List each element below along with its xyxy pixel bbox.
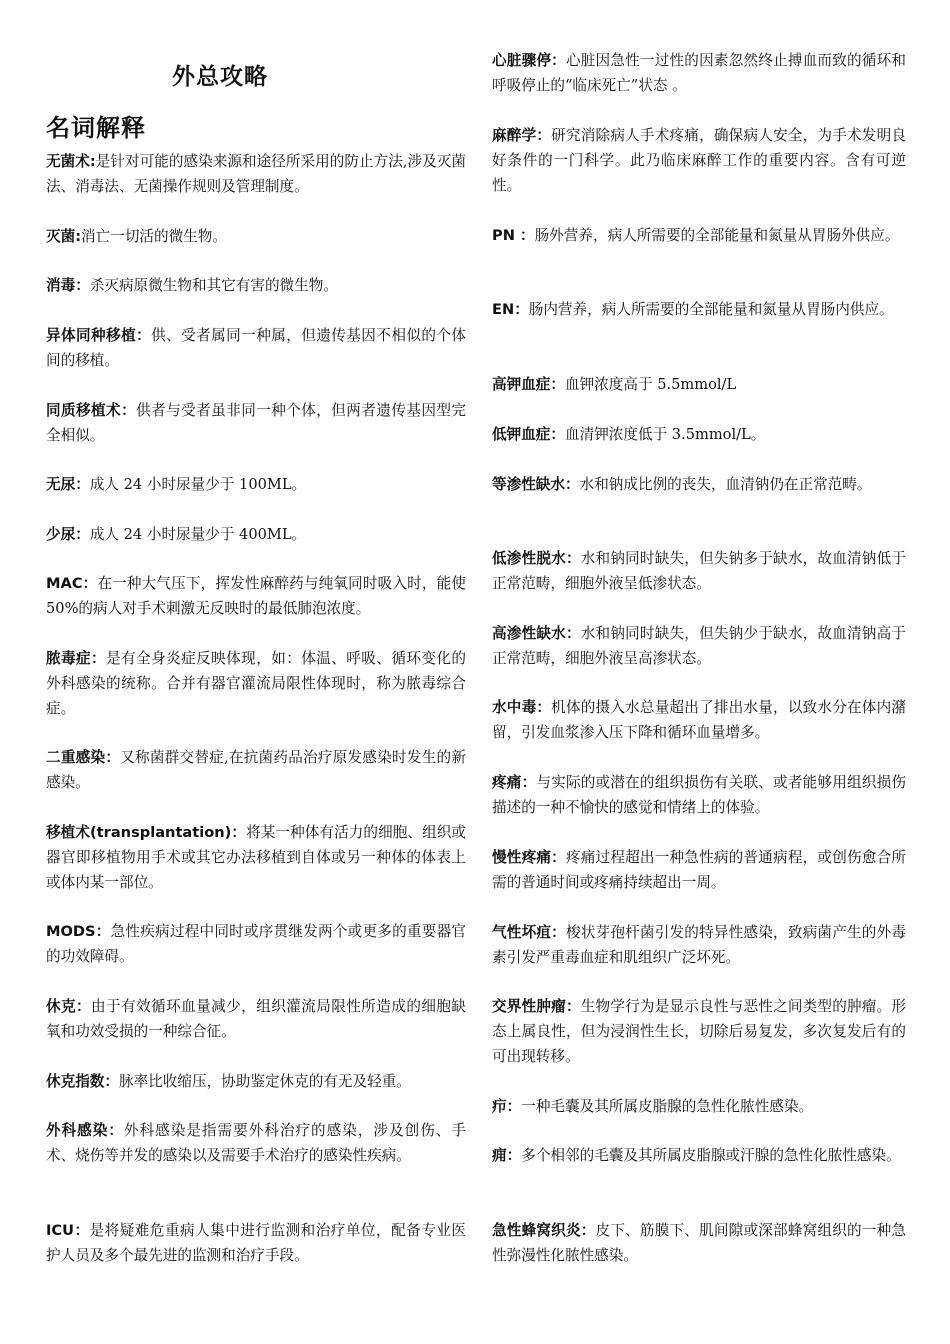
entry-term: 疼痛 — [492, 774, 522, 791]
entry-term: 异体同种移植 — [46, 327, 137, 344]
entry-term: 低渗性脱水 — [492, 550, 566, 567]
glossary-entry — [46, 398, 466, 448]
entry-definition: 肠内营养，病人所需要的全部能量和氮量从胃肠内供应。 — [528, 301, 894, 318]
entry-definition: 由于有效循环血量减少，组织灌流局限性所造成的细胞缺氧和功效受损的一种综合征。 — [46, 998, 466, 1040]
glossary-entry — [492, 123, 906, 198]
entry-separator: ： — [506, 1147, 522, 1164]
entry-separator: ： — [74, 1222, 90, 1239]
entry-definition: 是针对可能的感染来源和途径所采用的防止方法,涉及灭菌法、消毒法、无菌操作规则及管理制度。 — [46, 153, 466, 195]
entry-separator: ： — [108, 1122, 124, 1139]
entry-definition: 水和钠同时缺失，但失钠少于缺水，故血清钠高于正常范畴，细胞外液呈高渗状态。 — [492, 625, 906, 667]
glossary-entry — [492, 1218, 906, 1268]
entry-separator: ： — [91, 650, 107, 667]
entry-term: 灭菌 — [46, 228, 76, 245]
entry-definition: 急性疾病过程中同时或序贯继发两个或更多的重要器官的功效障碍。 — [46, 923, 466, 965]
entry-separator: ： — [550, 376, 565, 393]
entry-separator: ： — [75, 476, 90, 493]
glossary-entry — [46, 1118, 466, 1168]
entry-separator: ： — [104, 1073, 119, 1090]
glossary-entry — [492, 695, 906, 745]
entry-definition: 在一种大气压下，挥发性麻醉药与纯氧同时吸入时，能使 50%的病人对手术刺激无反映时的最低肺泡浓度。 — [46, 575, 466, 617]
glossary-entry — [46, 646, 466, 721]
entry-definition: 一种毛囊及其所属皮脂腺的急性化脓性感染。 — [521, 1098, 814, 1115]
entry-definition: 又称菌群交替症,在抗菌药品治疗原发感染时发生的新感染。 — [46, 749, 466, 791]
entry-separator: ： — [75, 526, 90, 543]
entry-separator: ： — [551, 849, 566, 866]
entry-term: 消毒 — [46, 277, 76, 294]
entry-definition: 皮下、筋膜下、肌间隙或深部蜂窝组织的一种急性弥漫性化脓性感染。 — [492, 1222, 906, 1264]
entry-term: 气性坏疽 — [492, 924, 552, 941]
entry-definition: 梭状芽孢杆菌引发的特异性感染，致病菌产生的外毒素引发严重毒血症和肌组织广泛坏死。 — [492, 924, 906, 966]
entry-separator: ： — [565, 625, 581, 642]
entry-term: 少尿 — [46, 526, 76, 543]
glossary-entry — [492, 297, 906, 322]
entry-definition: 心脏因急性一过性的因素忽然终止搏血而致的循环和呼吸停止的“临床死亡”状态 。 — [492, 52, 906, 94]
glossary-entry — [492, 770, 906, 820]
entry-separator: ： — [565, 998, 581, 1015]
glossary-entry — [46, 323, 466, 373]
glossary-entry — [46, 273, 466, 298]
entry-term: 无菌术 — [46, 153, 90, 170]
entry-separator: ： — [564, 476, 580, 493]
entry-separator: ： — [580, 1222, 596, 1239]
glossary-entry — [492, 546, 906, 596]
entry-term: 心脏骤停 — [492, 52, 552, 69]
entry-term: 高渗性缺水 — [492, 625, 566, 642]
entry-term: 脓毒症 — [46, 650, 92, 667]
entry-term: EN — [492, 301, 515, 318]
entry-separator: ： — [121, 402, 137, 419]
glossary-entry — [492, 1143, 906, 1168]
entry-term: MODS — [46, 923, 96, 940]
entry-separator: ： — [514, 227, 535, 244]
glossary-entry — [46, 149, 466, 199]
glossary-entry — [46, 820, 466, 895]
entry-separator: ： — [550, 426, 565, 443]
entry-definition: 成人 24 小时尿量少于 100ML。 — [89, 476, 307, 493]
entry-definition: 供、受者属同一种属，但遗传基因不相似的个体间的移植。 — [46, 327, 466, 369]
glossary-entry — [492, 472, 906, 497]
entry-term: 无尿 — [46, 476, 76, 493]
entry-term: 慢性疼痛 — [492, 849, 552, 866]
glossary-entry — [46, 571, 466, 621]
entry-term: 外科感染 — [46, 1122, 109, 1139]
glossary-entry — [492, 422, 906, 447]
entry-separator: ： — [82, 575, 98, 592]
entry-term: 等渗性缺水 — [492, 476, 565, 493]
glossary-entry — [46, 919, 466, 969]
entry-separator: ： — [231, 824, 247, 841]
entry-separator: ： — [506, 1098, 522, 1115]
glossary-entry — [46, 745, 466, 795]
entry-term: 二重感染 — [46, 749, 106, 766]
entry-definition: 水和钠同时缺失，但失钠多于缺水，故血清钠低于正常范畴，细胞外液呈低渗状态。 — [492, 550, 906, 592]
entry-term: 急性蜂窝织炎 — [492, 1222, 581, 1239]
glossary-entry — [492, 372, 906, 397]
entry-term: ICU — [46, 1222, 74, 1239]
glossary-entry — [492, 920, 906, 970]
glossary-entry — [492, 223, 906, 248]
entry-term: 休克 — [46, 998, 77, 1015]
entry-term: 低钾血症 — [492, 426, 551, 443]
entry-definition: 消亡一切活的微生物。 — [81, 228, 227, 245]
glossary-entry — [492, 994, 906, 1069]
glossary-entry — [46, 522, 466, 547]
glossary-entry — [46, 224, 466, 249]
entry-separator: ： — [95, 923, 111, 940]
entry-definition: 研究消除病人手术疼痛，确保病人安全，为手术发明良好条件的一门科学。此乃临床麻醉工作的重要内容。含有可逆性。 — [492, 127, 906, 194]
entry-separator: : — [75, 228, 82, 245]
entry-definition: 多个相邻的毛囊及其所属皮脂腺或汗腺的急性化脓性感染。 — [521, 1147, 901, 1164]
entry-term: 移植术(transplantation) — [46, 824, 232, 841]
entry-term: 休克指数 — [46, 1073, 105, 1090]
glossary-entry — [492, 48, 906, 98]
entry-separator: ： — [565, 550, 581, 567]
entry-definition: 杀灭病原微生物和其它有害的微生物。 — [89, 277, 338, 294]
glossary-entry — [492, 621, 906, 671]
glossary-entry — [492, 845, 906, 895]
entry-separator: ： — [551, 52, 566, 69]
entry-term: 疖 — [492, 1098, 507, 1115]
glossary-entry — [46, 472, 466, 497]
entry-definition: 供者与受者虽非同一种个体，但两者遗传基因型完全相似。 — [46, 402, 466, 444]
section-title: 名词解释 — [46, 114, 146, 142]
entry-separator: ： — [76, 998, 92, 1015]
entry-separator: ： — [536, 127, 552, 144]
entry-separator: ： — [105, 749, 121, 766]
entry-definition: 疼痛过程超出一种急性病的普通病程，或创伤愈合所需的普通时间或疼痛持续超出一周。 — [492, 849, 906, 891]
entry-separator: ： — [514, 301, 529, 318]
entry-definition: 是有全身炎症反映体现，如：体温、呼吸、循环变化的外科感染的统称。合并有器官灌流局限性体现时，称为脓毒综合症。 — [46, 650, 466, 717]
entry-definition: 是将疑难危重病人集中进行监测和治疗单位，配备专业医护人员及多个最先进的监测和治疗手段。 — [46, 1222, 466, 1264]
entry-term: 水中毒 — [492, 699, 537, 716]
entry-separator: ： — [75, 277, 90, 294]
entry-term: 麻醉学 — [492, 127, 537, 144]
entry-definition: 机体的摄入水总量超出了排出水量，以致水分在体内潴留，引发血浆渗入压下降和循环血量增多。 — [492, 699, 906, 741]
entry-separator: ： — [521, 774, 537, 791]
entry-definition: 水和钠成比例的丧失，血清钠仍在正常范畴。 — [579, 476, 872, 493]
entry-separator: : — [89, 153, 96, 170]
entry-term: 同质移植术 — [46, 402, 122, 419]
entry-term: PN — [492, 227, 515, 244]
entry-term: 交界性肿瘤 — [492, 998, 566, 1015]
entry-term: 高钾血症 — [492, 376, 551, 393]
entry-definition: 与实际的或潜在的组织损伤有关联、或者能够用组织损伤描述的一种不愉快的感觉和情绪上的体验。 — [492, 774, 906, 816]
entry-separator: ： — [551, 924, 566, 941]
entry-definition: 血钾浓度高于 5.5mmol/L — [565, 376, 737, 393]
entry-definition: 成人 24 小时尿量少于 400ML。 — [89, 526, 307, 543]
glossary-entry — [46, 1069, 466, 1094]
glossary-entry — [46, 1218, 466, 1268]
entry-definition: 外科感染是指需要外科治疗的感染，涉及创伤、手术、烧伤等并发的感染以及需要手术治疗的感染性疾病。 — [46, 1122, 466, 1164]
glossary-entry — [46, 994, 466, 1044]
entry-definition: 脉率比收缩压，协助鉴定休克的有无及轻重。 — [119, 1073, 411, 1090]
document-title: 外总攻略 — [172, 64, 268, 90]
entry-definition: 肠外营养，病人所需要的全部能量和氮量从胃肠外供应。 — [534, 227, 900, 244]
entry-definition: 血清钾浓度低于 3.5mmol/L。 — [565, 426, 766, 443]
entry-term: 痈 — [492, 1147, 507, 1164]
glossary-entry — [492, 1094, 906, 1119]
entry-separator: ： — [136, 327, 152, 344]
entry-definition: 将某一种体有活力的细胞、组织或器官即移植物用手术或其它办法移植到自体或另一种体的体表上或体内某一部位。 — [46, 824, 466, 891]
entry-definition: 生物学行为是显示良性与恶性之间类型的肿瘤。形态上属良性，但为浸润性生长，切除后易复发，多次复发后有的可出现转移。 — [492, 998, 906, 1065]
entry-term: MAC — [46, 575, 83, 592]
entry-separator: ： — [536, 699, 552, 716]
